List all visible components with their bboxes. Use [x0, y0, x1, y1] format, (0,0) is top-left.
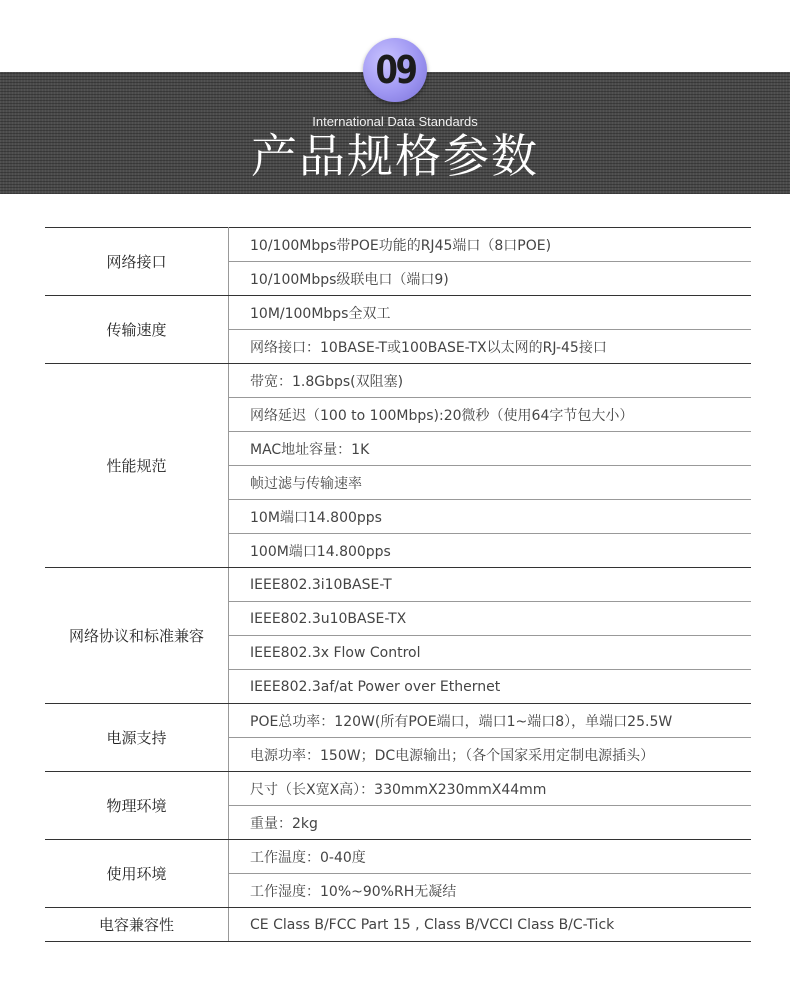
- spec-value: 工作温度：0-40度: [229, 840, 752, 874]
- section-number: 09: [375, 48, 415, 92]
- spec-value: POE总功率：120W(所有POE端口，端口1~端口8），单端口25.5W: [229, 704, 752, 738]
- spec-value: 10M/100Mbps全双工: [229, 296, 752, 330]
- spec-value: 10/100Mbps级联电口（端口9): [229, 262, 752, 296]
- spec-table-body: [45, 228, 751, 942]
- spec-value: 带宽：1.8Gbps(双阻塞): [229, 364, 752, 398]
- section-number-badge: [363, 38, 427, 102]
- spec-value: IEEE802.3i10BASE-T: [229, 568, 752, 602]
- spec-row: [45, 364, 751, 398]
- spec-row: [45, 228, 751, 262]
- spec-row: [45, 908, 751, 942]
- spec-category: 网络接口: [45, 228, 229, 296]
- spec-category: 电源支持: [45, 704, 229, 772]
- spec-value: 帧过滤与传输速率: [229, 466, 752, 500]
- spec-value: IEEE802.3af/at Power over Ethernet: [229, 670, 752, 704]
- spec-value: 10M端口14.800pps: [229, 500, 752, 534]
- spec-row: [45, 568, 751, 602]
- spec-value: 10/100Mbps带POE功能的RJ45端口（8口POE): [229, 228, 752, 262]
- spec-category: 电容兼容性: [45, 908, 229, 942]
- spec-row: [45, 704, 751, 738]
- spec-value: IEEE802.3x Flow Control: [229, 636, 752, 670]
- spec-table: [45, 227, 751, 942]
- spec-row: [45, 296, 751, 330]
- spec-value: 网络延迟（100 to 100Mbps):20微秒（使用64字节包大小）: [229, 398, 752, 432]
- spec-category: 性能规范: [45, 364, 229, 568]
- spec-value: IEEE802.3u10BASE-TX: [229, 602, 752, 636]
- spec-category: 物理环境: [45, 772, 229, 840]
- spec-row: [45, 840, 751, 874]
- spec-value: 重量：2kg: [229, 806, 752, 840]
- spec-value: 工作湿度：10%~90%RH无凝结: [229, 874, 752, 908]
- spec-value: 100M端口14.800pps: [229, 534, 752, 568]
- spec-value: CE Class B/FCC Part 15 , Class B/VCCI Class B/C-Tick: [229, 908, 752, 942]
- spec-value: 电源功率：150W；DC电源输出；（各个国家采用定制电源插头）: [229, 738, 752, 772]
- spec-category: 传输速度: [45, 296, 229, 364]
- page-subtitle: International Data Standards: [312, 114, 478, 129]
- page-title: 产品规格参数: [251, 129, 539, 183]
- spec-value: 网络接口：10BASE-T或100BASE-TX以太网的RJ-45接口: [229, 330, 752, 364]
- spec-value: MAC地址容量：1K: [229, 432, 752, 466]
- spec-row: [45, 772, 751, 806]
- spec-value: 尺寸（长X宽X高）：330mmX230mmX44mm: [229, 772, 752, 806]
- spec-category: 网络协议和标准兼容: [45, 568, 229, 704]
- spec-category: 使用环境: [45, 840, 229, 908]
